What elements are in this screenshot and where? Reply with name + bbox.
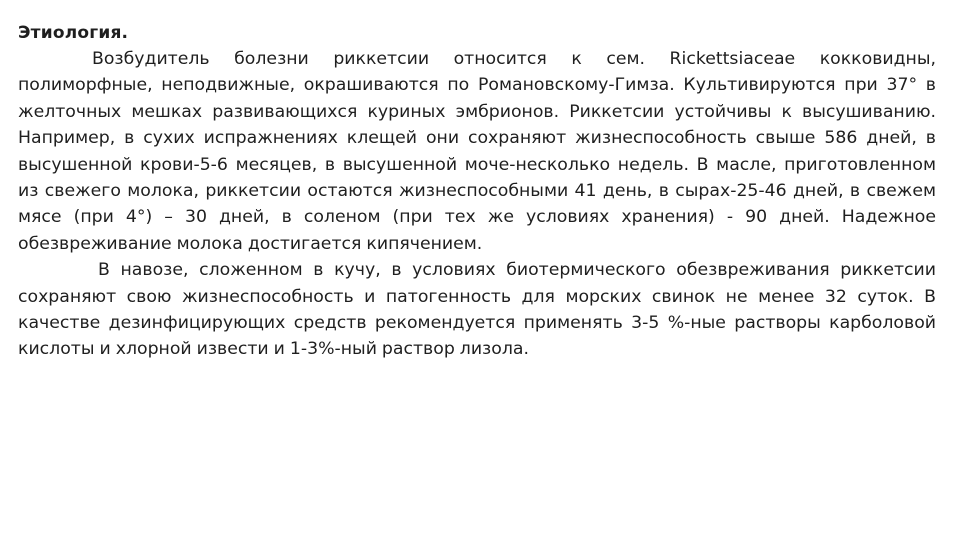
paragraph-etiology xyxy=(18,46,936,257)
paragraph-text: Возбудитель болезни риккетсии относится к сем. Rickettsiaceae кокковидны, полиморфные, неподвижные, окрашиваются по Романовскому-Гимза. Культивируются при 37° в желточных мешках развивающихся куриных эмбрионов. Риккетсии устойчивы к высушиванию. Например, в сухих испражнениях клещей они сохраняют жизнеспособность свыше 586 дней, в высушенной крови-5-6 месяцев, в высушенной моче-несколько недель. В масле, приготовленном из свежего молока, риккетсии остаются жизнеспособными 41 день, в сырах-25-46 дней, в свежем мясе (при 4°) – 30 дней, в соленом (при тех же условиях хранения) - 90 дней. Надежное обезвреживание молока достигается кипячением. xyxy=(18,49,936,254)
paragraph-text: В навозе, сложенном в кучу, в условиях биотермического обезвреживания риккетсии сохраняют свою жизнеспособность и патогенность для морских свинок не менее 32 суток. В качестве дезинфицирующих средств рекомендуется применять 3-5 %-ные растворы карболовой кислоты и хлорной извести и 1-3%-ный раствор лизола. xyxy=(18,260,936,360)
paragraph-manure-disinfection xyxy=(18,257,936,363)
slide-title: Этиология. xyxy=(18,23,129,43)
slide-content xyxy=(18,20,936,363)
